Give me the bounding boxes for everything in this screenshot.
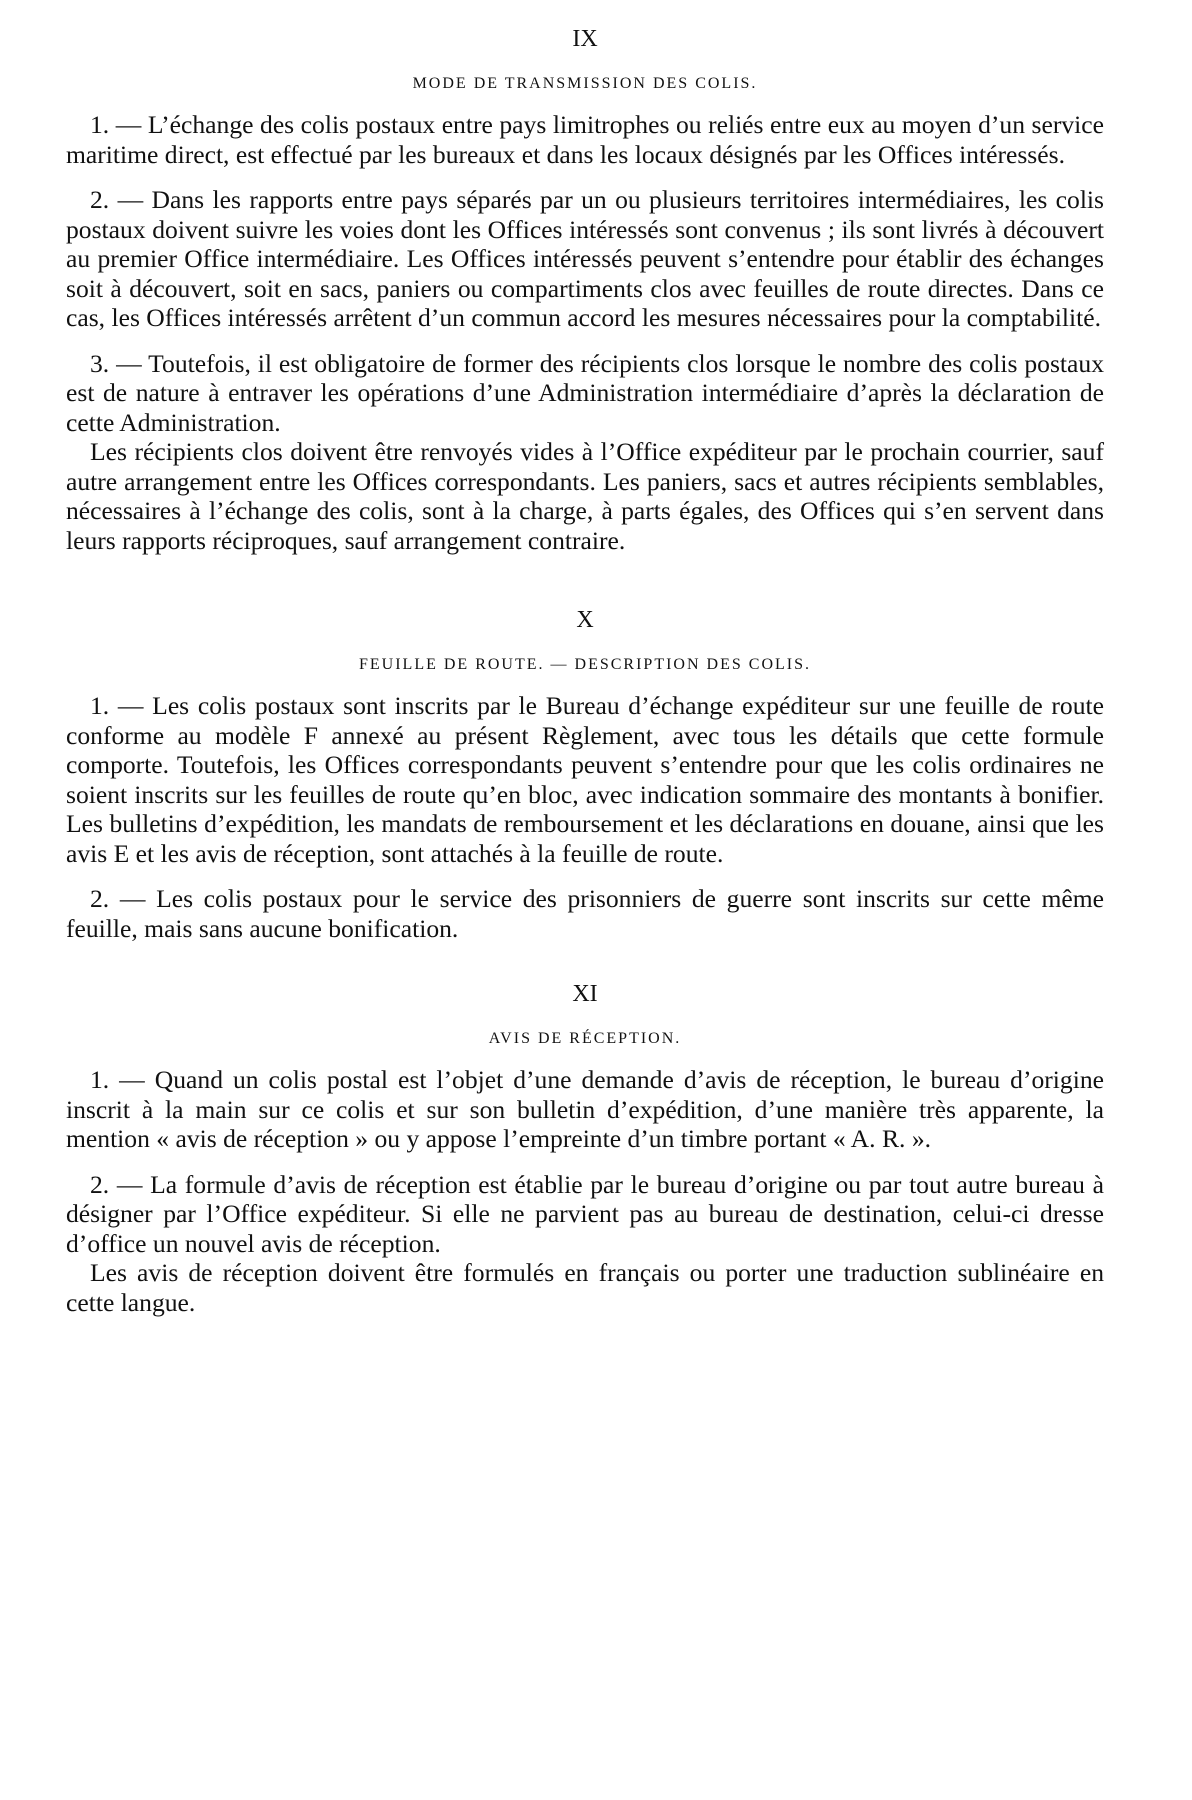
section-title: MODE DE TRANSMISSION DES COLIS. [412, 75, 758, 92]
paragraph: 2. — La formule d’avis de réception est établie par le bureau d’origine ou par tout autre bureau à désigner par l’Office expéditeur. Si elle ne parvient pas au bureau de destination, celui-ci dresse d’office un nouvel avis de réception. [66, 1169, 1104, 1258]
section-number: IX [572, 26, 598, 52]
paragraph: Les avis de réception doivent être formulés en français ou porter une traduction sublinéaire en cette langue. [66, 1258, 1104, 1317]
paragraph: 2. — Les colis postaux pour le service des prisonniers de guerre sont inscrits sur cette même feuille, mais sans aucune bonification. [66, 884, 1104, 943]
section-number: X [576, 607, 594, 633]
section-ix [66, 26, 1104, 555]
section-title: FEUILLE DE ROUTE. — DESCRIPTION DES COLIS. [359, 656, 811, 673]
paragraph: 1. — Quand un colis postal est l’objet d’une demande d’avis de réception, le bureau d’origine inscrit à la main sur ce colis et sur son bulletin d’expédition, d’une manière très apparente, la mention « avis de réception » ou y appose l’empreinte d’un timbre portant « A. R. ». [66, 1065, 1104, 1153]
paragraph: 3. — Toutefois, il est obligatoire de former des récipients clos lorsque le nombre des colis postaux est de nature à entraver les opérations d’une Administration intermédiaire d’après la déclaration de cette Administration. [66, 348, 1104, 437]
section-xi [66, 981, 1104, 1317]
section-title: AVIS DE RÉCEPTION. [488, 1030, 682, 1047]
paragraph: 1. — L’échange des colis postaux entre pays limitrophes ou reliés entre eux au moyen d’un service maritime direct, est effectué par les bureaux et dans les locaux désignés par les Offices intéressés. [66, 110, 1104, 169]
section-x [66, 607, 1104, 943]
paragraph: Les récipients clos doivent être renvoyés vides à l’Office expéditeur par le prochain courrier, sauf autre arrangement entre les Offices correspondants. Les paniers, sacs et autres récipients semblables, nécessaires à l’échange des colis, sont à la charge, à parts égales, des Offices qui s’en servent dans leurs rapports réciproques, sauf arrangement contraire. [66, 437, 1104, 555]
paragraph: 2. — Dans les rapports entre pays séparés par un ou plusieurs territoires intermédiaires, les colis postaux doivent suivre les voies dont les Offices intéressés sont convenus ; ils sont livrés à découvert au premier Office intermédiaire. Les Offices intéressés peuvent s’entendre pour établir des échanges soit à découvert, soit en sacs, paniers ou compartiments clos avec feuilles de route directes. Dans ce cas, les Offices intéressés arrêtent d’un commun accord les mesures nécessaires pour la comptabilité. [66, 185, 1104, 332]
section-number: XI [572, 981, 598, 1007]
paragraph: 1. — Les colis postaux sont inscrits par le Bureau d’échange expéditeur sur une feuille de route conforme au modèle F annexé au présent Règlement, avec tous les détails que cette formule comporte. Toutefois, les Offices correspondants peuvent s’entendre pour que les colis ordinaires ne soient inscrits sur les feuilles de route qu’en bloc, avec indication sommaire des montants à bonifier. Les bulletins d’expédition, les mandats de remboursement et les déclarations en douane, ainsi que les avis E et les avis de réception, sont attachés à la feuille de route. [66, 691, 1104, 868]
